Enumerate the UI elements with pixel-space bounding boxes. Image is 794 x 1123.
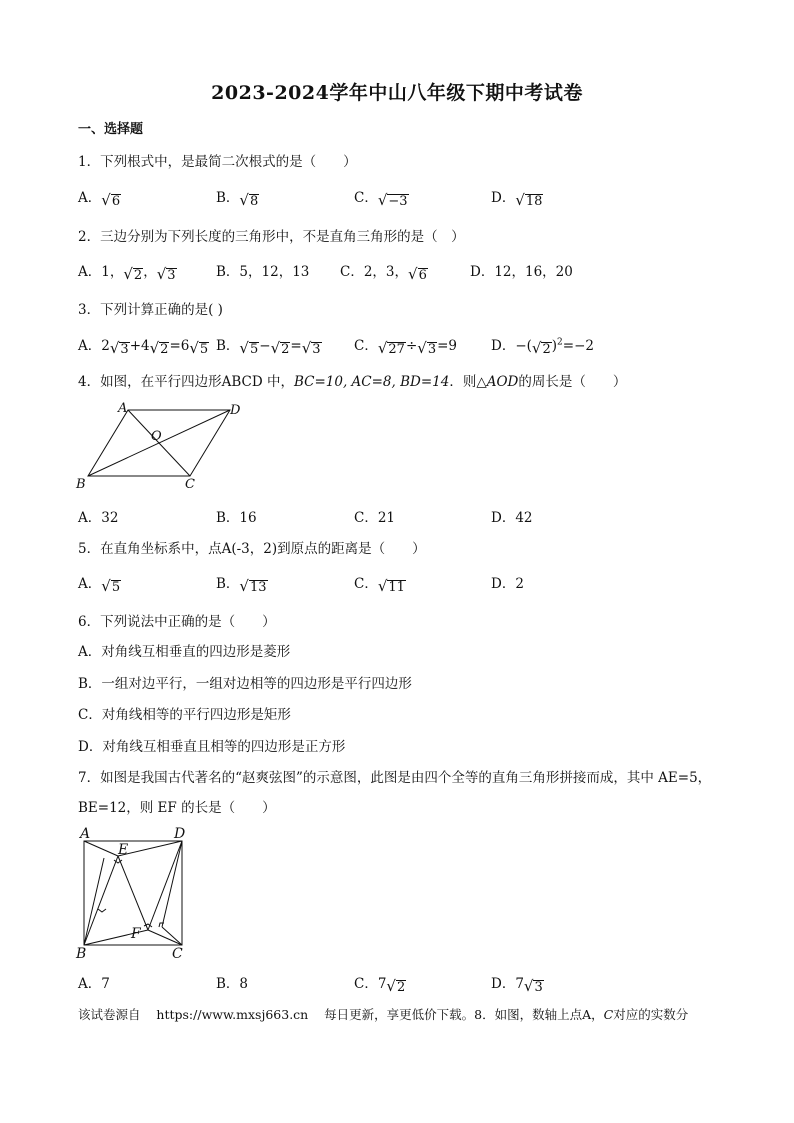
segment-ef bbox=[118, 856, 148, 930]
parallelogram-figure bbox=[72, 398, 252, 494]
q3-option-c: C． √ 27 ÷ √ 3 =9 bbox=[354, 338, 458, 357]
q6-option-c: C．对角线相等的平行四边形是矩形 bbox=[78, 707, 291, 723]
q7-option-a: A．7 bbox=[78, 976, 110, 992]
question-5-stem: 5．在直角坐标系中，点A(-3，2)到原点的距离是（ ） bbox=[78, 541, 426, 557]
vertex-label-b: B bbox=[76, 477, 86, 492]
q7-option-d: D．7 √ 3 bbox=[491, 976, 543, 995]
point-label-o: O bbox=[151, 429, 162, 444]
q1-option-c: C． √ −3 bbox=[354, 190, 408, 209]
question-7-stem-line-2: BE=12，则 EF 的长是（ ） bbox=[78, 800, 276, 816]
right-angle-mark-h bbox=[98, 909, 106, 912]
section-heading: 一、选择题 bbox=[78, 122, 144, 137]
q5-option-b: B． √ 13 bbox=[216, 576, 267, 595]
q6-option-d: D．对角线互相垂直且相等的四边形是正方形 bbox=[78, 739, 346, 755]
q4-option-b: B．16 bbox=[216, 510, 257, 526]
point-label-f: F bbox=[131, 926, 141, 942]
q4-option-c: C．21 bbox=[354, 510, 396, 526]
q3-option-d: D．−( √ 2 )$^2$=−2 bbox=[491, 337, 594, 357]
q1-option-a: A． √ 6 bbox=[78, 190, 121, 209]
segment-gc bbox=[162, 927, 182, 945]
question-7-stem-line-1: 7．如图是我国古代著名的“赵爽弦图”的示意图，此图是由四个全等的直角三角形拼接而成，其中 AE=5， bbox=[78, 770, 712, 786]
q1-option-b: B． √ 8 bbox=[216, 190, 259, 209]
segment-dc-inner bbox=[148, 841, 182, 930]
vertex-label-c: C bbox=[172, 946, 183, 960]
q3-option-a: A．2 √ 3 +4 √ 2 =6 √ 5 bbox=[78, 338, 209, 357]
question-4-stem: 4．如图，在平行四边形ABCD 中，BC=10, AC=8, BD=14．则△AOD的周长是（ ） bbox=[78, 374, 627, 390]
q4-option-a: A．32 bbox=[78, 510, 119, 526]
q7-option-b: B．8 bbox=[216, 976, 249, 992]
right-angle-mark-f bbox=[144, 924, 152, 927]
zhao-shuang-figure bbox=[74, 824, 194, 960]
segment-cf bbox=[148, 930, 182, 945]
vertex-label-d: D bbox=[174, 826, 186, 842]
q3-option-b: B． √ 5 − √ 2 = √ 3 bbox=[216, 338, 321, 357]
vertex-label-d: D bbox=[230, 403, 241, 418]
vertex-label-a: A bbox=[118, 401, 128, 416]
question-1-stem: 1．下列根式中，是最简二次根式的是（ ） bbox=[78, 154, 357, 170]
q2-option-b: B．5，12，13 bbox=[216, 264, 310, 280]
point-label-e: E bbox=[118, 842, 129, 858]
q2-option-c: C．2，3， √ 6 bbox=[340, 264, 427, 283]
q5-option-a: A． √ 5 bbox=[78, 576, 121, 595]
q4-option-d: D．42 bbox=[491, 510, 533, 526]
vertex-label-c: C bbox=[185, 477, 195, 492]
q7-option-c: C．7 √ 2 bbox=[354, 976, 406, 995]
source-footer: 该试卷源自 https://www.mxsj663.cn 每日更新，享更低价下载。8．如图，数轴上点A，C对应的实数分 bbox=[78, 1007, 689, 1022]
q1-option-d: D． √ 18 bbox=[491, 190, 543, 209]
source-link[interactable]: https://www.mxsj663.cn bbox=[156, 1007, 309, 1022]
question-6-stem: 6．下列说法中正确的是（ ） bbox=[78, 614, 276, 630]
vertex-label-b: B bbox=[76, 946, 87, 960]
q2-option-d: D．12，16，20 bbox=[470, 264, 573, 280]
q5-option-d: D．2 bbox=[491, 576, 524, 592]
segment-ae bbox=[84, 841, 118, 856]
q6-option-b: B．一组对边平行，一组对边相等的四边形是平行四边形 bbox=[78, 676, 412, 692]
q5-option-c: C． √ 11 bbox=[354, 576, 405, 595]
question-3-stem: 3．下列计算正确的是( ) bbox=[78, 302, 223, 318]
segment-dg bbox=[162, 841, 182, 927]
page-title: 2023-2024学年中山八年级下期中考试卷 bbox=[211, 82, 583, 104]
question-2-stem: 2．三边分别为下列长度的三角形中，不是直角三角形的是（ ） bbox=[78, 229, 465, 245]
vertex-label-a: A bbox=[80, 826, 91, 842]
q6-option-a: A．对角线互相垂直的四边形是菱形 bbox=[78, 644, 291, 660]
q2-option-a: A．1， √ 2 ， √ 3 bbox=[78, 264, 176, 283]
